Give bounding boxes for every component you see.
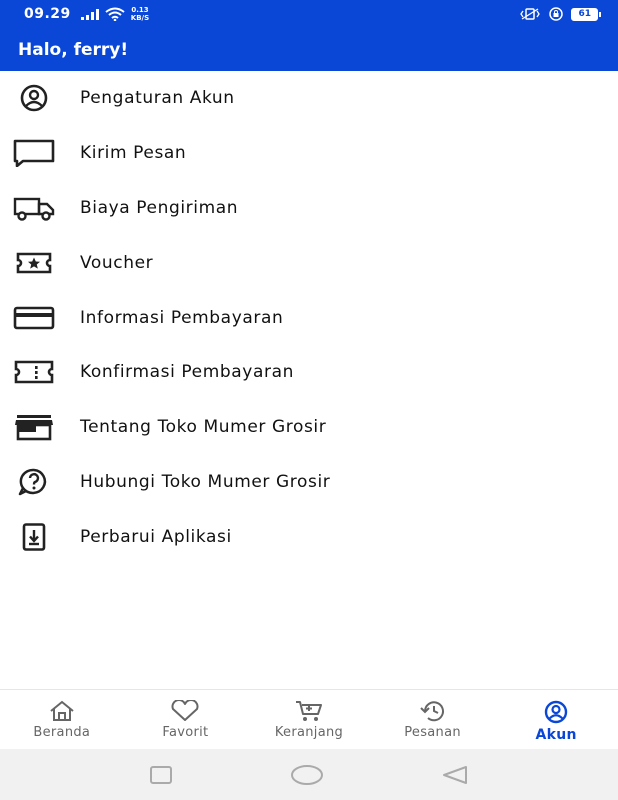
menu-item-label: Tentang Toko Mumer Grosir bbox=[80, 417, 327, 438]
account-menu bbox=[0, 71, 618, 564]
nav-favorit[interactable] bbox=[124, 690, 248, 750]
net-speed bbox=[131, 6, 149, 22]
history-icon bbox=[417, 700, 449, 722]
menu-item-label: Konfirmasi Pembayaran bbox=[80, 362, 294, 383]
nav-keranjang[interactable] bbox=[247, 690, 371, 750]
wifi-icon bbox=[105, 7, 125, 21]
home-icon bbox=[48, 700, 76, 722]
menu-item-label: Informasi Pembayaran bbox=[80, 307, 284, 328]
signal-icon bbox=[81, 9, 99, 20]
home-circle-icon[interactable] bbox=[290, 764, 324, 786]
nav-label: Beranda bbox=[33, 725, 91, 740]
menu-item-label: Hubungi Toko Mumer Grosir bbox=[80, 471, 331, 492]
menu-item-label: Voucher bbox=[80, 252, 154, 273]
credit-card-icon bbox=[12, 302, 56, 334]
heart-icon bbox=[169, 700, 201, 722]
system-navigation-bar bbox=[0, 749, 618, 800]
menu-item-hubungi-toko[interactable] bbox=[0, 455, 618, 510]
net-speed-value: 0.13 bbox=[131, 6, 149, 14]
menu-item-label: Biaya Pengiriman bbox=[80, 197, 239, 218]
net-speed-unit: KB/S bbox=[130, 14, 150, 22]
chat-bubble-icon bbox=[12, 137, 56, 169]
menu-item-tentang-toko[interactable] bbox=[0, 400, 618, 455]
nav-akun[interactable] bbox=[494, 690, 618, 750]
cart-icon bbox=[294, 700, 324, 722]
truck-icon bbox=[12, 192, 56, 224]
nav-label: Akun bbox=[535, 727, 577, 743]
status-bar bbox=[0, 0, 618, 28]
bottom-navigation bbox=[0, 689, 618, 750]
menu-item-pengaturan-akun[interactable] bbox=[0, 71, 618, 126]
nav-label: Keranjang bbox=[274, 725, 344, 740]
update-download-icon bbox=[12, 521, 56, 553]
nav-pesanan[interactable] bbox=[371, 690, 495, 750]
ticket-icon bbox=[12, 356, 56, 388]
vibrate-icon bbox=[519, 8, 541, 20]
menu-item-kirim-pesan[interactable] bbox=[0, 126, 618, 181]
menu-item-informasi-pembayaran[interactable] bbox=[0, 290, 618, 345]
menu-item-label: Perbarui Aplikasi bbox=[80, 526, 232, 547]
lock-rotation-icon bbox=[549, 7, 563, 21]
nav-label: Pesanan bbox=[404, 725, 461, 740]
voucher-icon bbox=[12, 247, 56, 279]
menu-item-label: Kirim Pesan bbox=[80, 143, 187, 164]
nav-label: Favorit bbox=[162, 725, 209, 740]
greeting-title: Halo, ferry! bbox=[18, 39, 129, 60]
menu-item-voucher[interactable] bbox=[0, 235, 618, 290]
account-icon bbox=[541, 700, 571, 724]
menu-item-biaya-pengiriman[interactable] bbox=[0, 181, 618, 236]
menu-item-perbarui-aplikasi[interactable] bbox=[0, 509, 618, 564]
menu-item-label: Pengaturan Akun bbox=[80, 88, 235, 109]
status-time: 09.29 bbox=[24, 6, 71, 22]
nav-beranda[interactable] bbox=[0, 690, 124, 750]
account-circle-icon bbox=[12, 82, 56, 114]
store-icon bbox=[12, 411, 56, 443]
recents-square-icon[interactable] bbox=[148, 765, 174, 785]
menu-item-konfirmasi-pembayaran[interactable] bbox=[0, 345, 618, 400]
app-header bbox=[0, 28, 618, 71]
back-triangle-icon[interactable] bbox=[440, 765, 470, 785]
battery-indicator: 61 bbox=[571, 8, 598, 21]
help-icon bbox=[12, 466, 56, 498]
